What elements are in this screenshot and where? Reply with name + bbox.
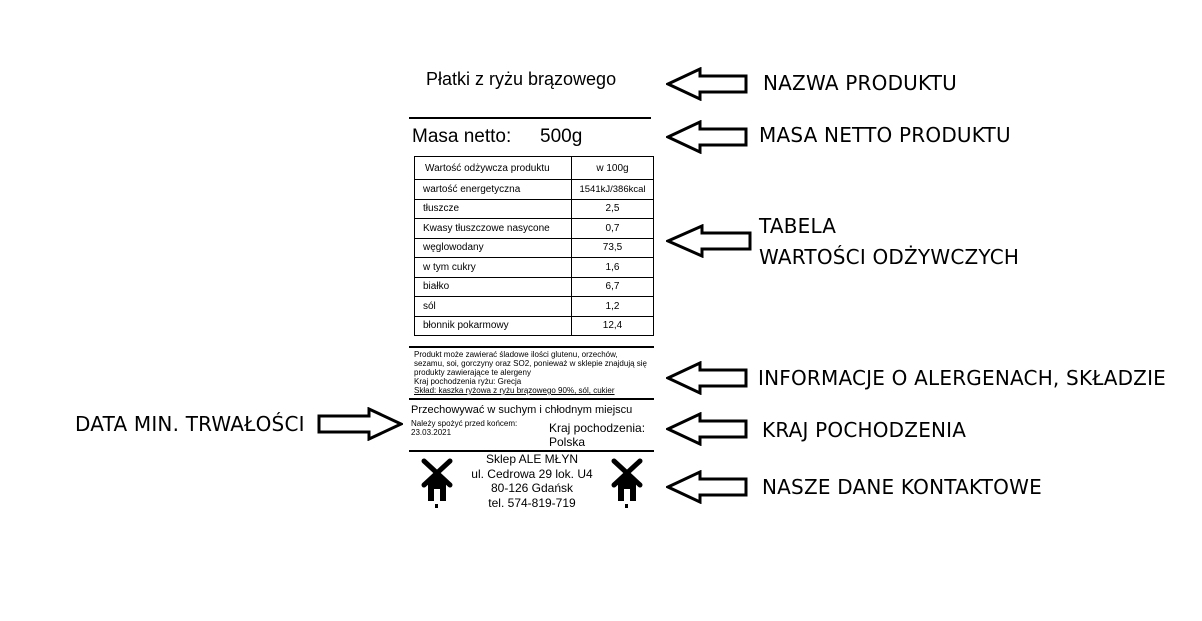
best-before-label: Należy spożyć przed końcem: xyxy=(411,419,518,428)
annotation-allergens: INFORMACJE O ALERGENACH, SKŁADZIE xyxy=(758,366,1167,390)
allergen-info xyxy=(414,350,647,395)
best-before-date: 23.03.2021 xyxy=(411,428,452,437)
allergen-line: produkty zawierające te alergeny xyxy=(414,368,531,377)
annotation-contact: NASZE DANE KONTAKTOWE xyxy=(762,475,1042,499)
allergen-line: Kraj pochodzenia ryżu: Grecja xyxy=(414,377,522,386)
arrow-left-icon xyxy=(666,120,748,154)
nutrition-row-name: Kwasy tłuszczowe nasycone xyxy=(415,219,572,239)
windmill-logo-left xyxy=(418,457,456,509)
table-row xyxy=(415,297,654,317)
table-row xyxy=(415,238,654,258)
divider xyxy=(409,346,654,348)
table-row xyxy=(415,258,654,278)
annotation-table-line1: TABELA xyxy=(759,214,837,238)
table-row xyxy=(415,316,654,336)
ingredients: Skład: kaszka ryżowa z ryżu brązowego 90%, sól, cukier xyxy=(414,386,615,395)
nutrition-row-value: 6,7 xyxy=(572,277,654,297)
origin-label: Kraj pochodzenia: xyxy=(549,421,646,435)
nutrition-row-name: białko xyxy=(415,277,572,297)
nutrition-row-value: 1541kJ/386kcal xyxy=(572,180,654,200)
nutrition-row-name: błonnik pokarmowy xyxy=(415,316,572,336)
contact-line: ul. Cedrowa 29 lok. U4 xyxy=(471,466,593,481)
nutrition-row-name: w tym cukry xyxy=(415,258,572,278)
origin-value: Polska xyxy=(549,435,586,449)
product-name: Płatki z ryżu brązowego xyxy=(426,69,617,89)
nutrition-row-value: 0,7 xyxy=(572,219,654,239)
nutrition-row-name: węglowodany xyxy=(415,238,572,258)
storage-info: Przechowywać w suchym i chłodnym miejscu xyxy=(411,404,633,416)
nutrition-header-name: Wartość odżywcza produktu xyxy=(415,157,572,180)
windmill-logo-right xyxy=(608,457,646,509)
nutrition-row-value: 1,6 xyxy=(572,258,654,278)
arrow-left-icon xyxy=(666,361,748,395)
annotation-origin: KRAJ POCHODZENIA xyxy=(762,418,967,442)
table-row xyxy=(415,199,654,219)
annotation-product-name: NAZWA PRODUKTU xyxy=(763,71,958,95)
divider xyxy=(409,398,654,400)
table-row xyxy=(415,277,654,297)
allergen-line: Produkt może zawierać śladowe ilości glutenu, orzechów, xyxy=(414,350,618,359)
nutrition-row-name: wartość energetyczna xyxy=(415,180,572,200)
contact-line: 80-126 Gdańsk xyxy=(490,481,574,495)
contact-line: Sklep ALE MŁYN xyxy=(485,452,579,466)
allergen-line: sezamu, soi, gorczyny oraz SO2, ponieważ w sklepie znajdują się xyxy=(414,359,647,368)
contact-line: tel. 574-819-719 xyxy=(488,495,576,510)
arrow-left-icon xyxy=(666,470,748,504)
nutrition-row-value: 2,5 xyxy=(572,199,654,219)
table-row xyxy=(415,157,654,180)
nutrition-row-value: 12,4 xyxy=(572,316,654,336)
net-mass-label: Masa netto: xyxy=(412,126,512,147)
annotation-net-mass: MASA NETTO PRODUKTU xyxy=(759,123,1011,147)
net-mass-value: 500g xyxy=(540,126,583,147)
nutrition-table xyxy=(414,156,654,336)
annotation-best-before: DATA MIN. TRWAŁOŚCI xyxy=(75,412,305,436)
nutrition-row-name: sól xyxy=(415,297,572,317)
annotation-table-line2: WARTOŚCI ODŻYWCZYCH xyxy=(759,245,1020,269)
arrow-left-icon xyxy=(666,412,748,446)
divider xyxy=(409,117,651,119)
table-row xyxy=(415,219,654,239)
contact-info xyxy=(466,452,598,510)
table-row xyxy=(415,180,654,200)
arrow-right-icon xyxy=(317,407,403,441)
arrow-left-icon xyxy=(666,67,748,101)
nutrition-row-name: tłuszcze xyxy=(415,199,572,219)
nutrition-row-value: 1,2 xyxy=(572,297,654,317)
nutrition-row-value: 73,5 xyxy=(572,238,654,258)
arrow-left-icon xyxy=(666,224,752,258)
nutrition-header-unit: w 100g xyxy=(572,157,654,180)
